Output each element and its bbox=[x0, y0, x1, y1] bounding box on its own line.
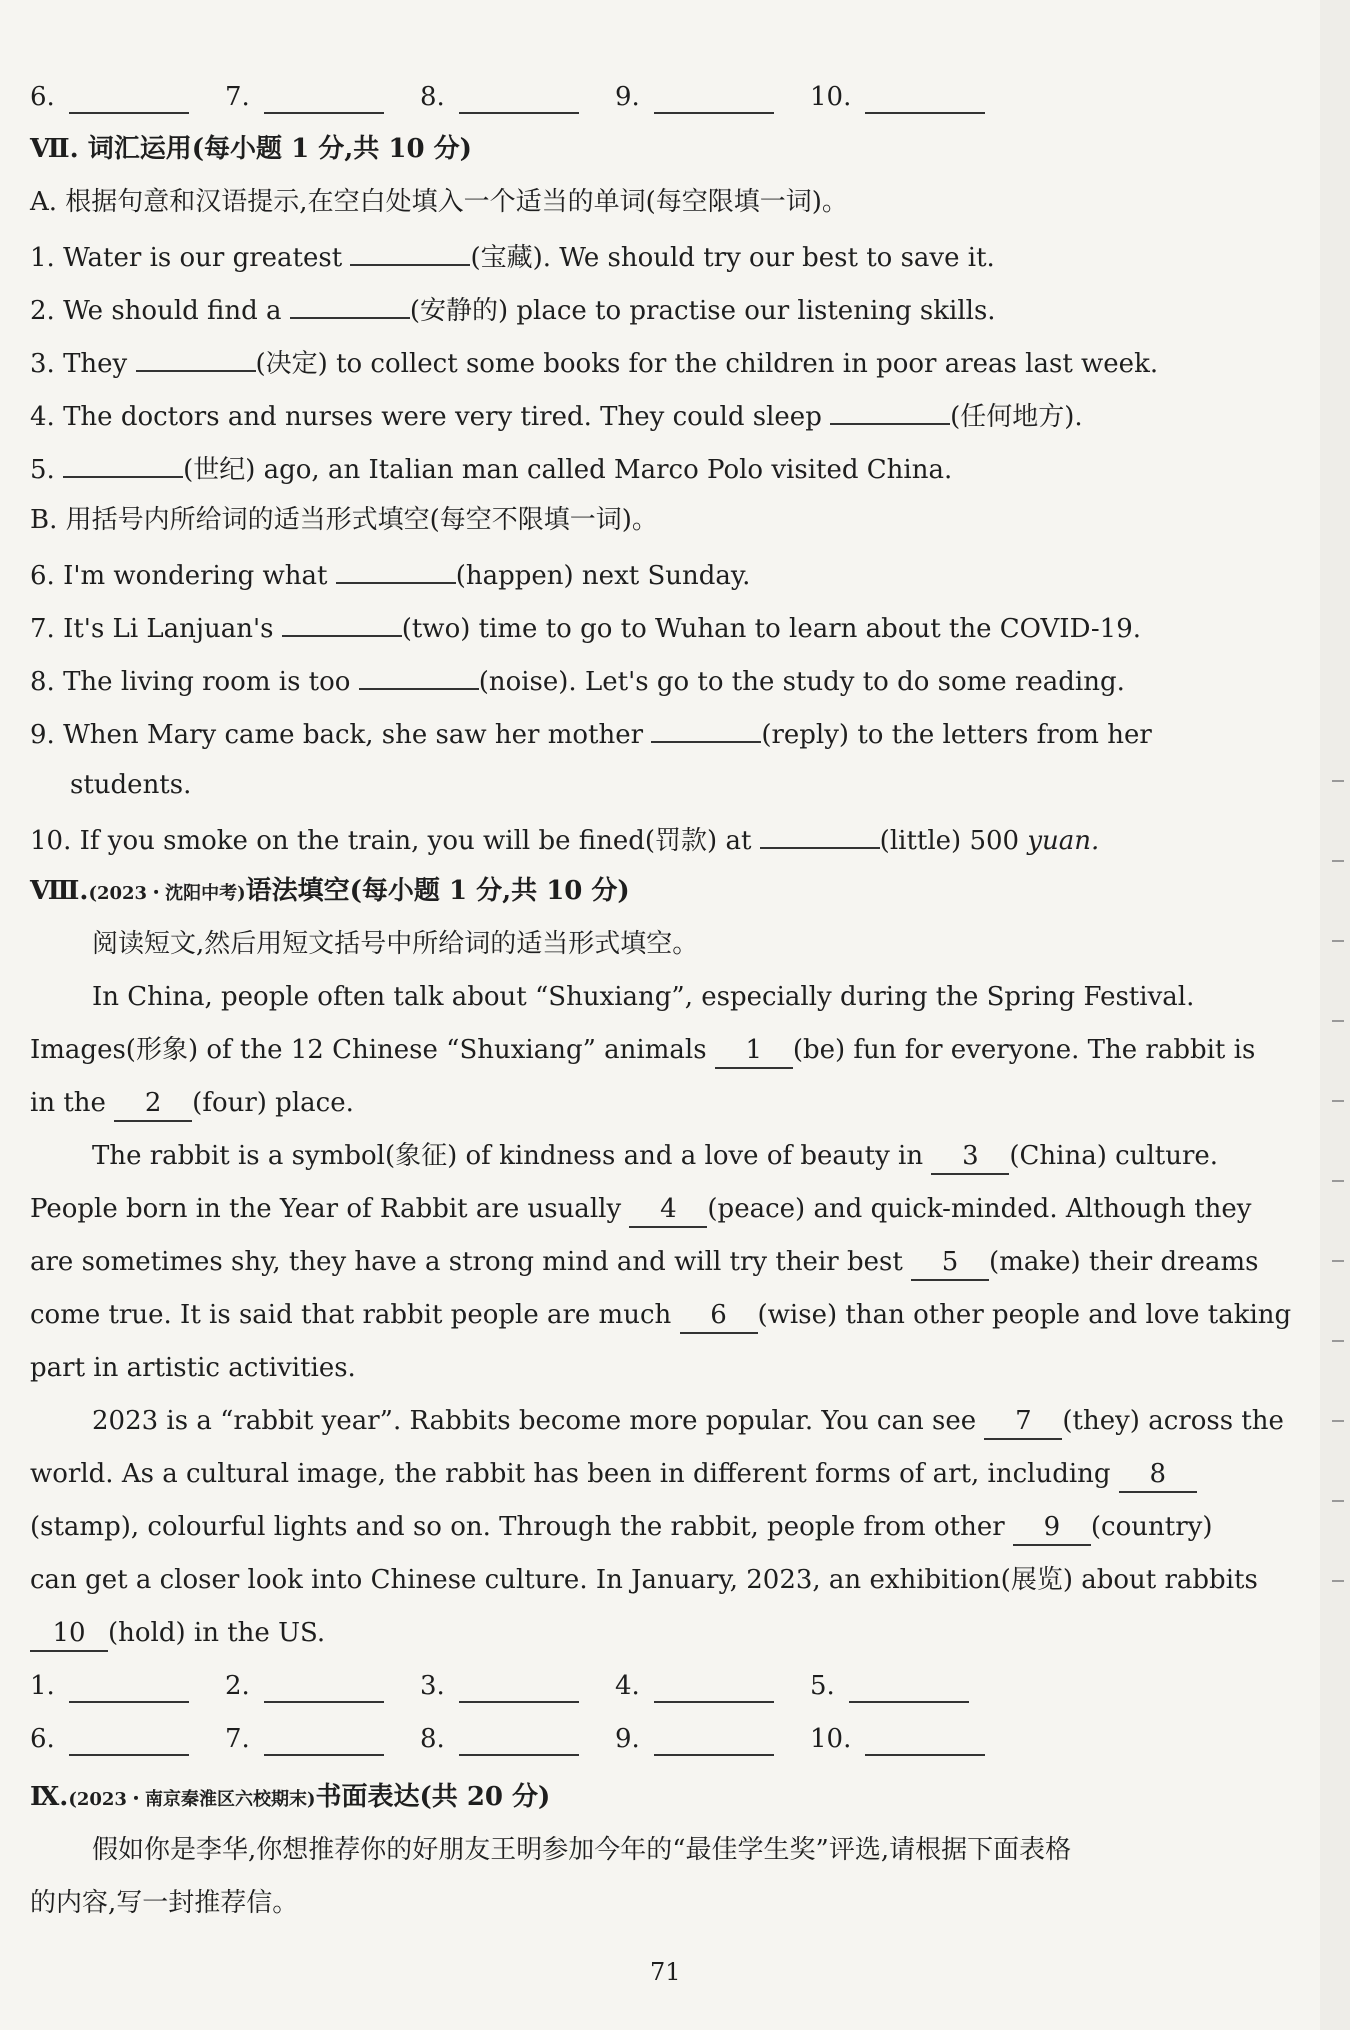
passage-blank[interactable]: 10 bbox=[30, 1616, 108, 1652]
answer-blank[interactable] bbox=[865, 1728, 985, 1756]
passage-text: (country) bbox=[1090, 1512, 1213, 1542]
answer-label: 8. bbox=[420, 1724, 445, 1754]
answer-label: 9. bbox=[615, 1724, 640, 1754]
page-number: 71 bbox=[650, 1958, 681, 1986]
answer-label: 10. bbox=[810, 82, 852, 112]
answer-blank[interactable] bbox=[651, 715, 761, 743]
passage-line bbox=[92, 1139, 1218, 1175]
answer-blank[interactable] bbox=[69, 86, 189, 114]
question-number: 5. bbox=[30, 455, 55, 485]
answer-label: 7. bbox=[225, 1724, 250, 1754]
question-text: (任何地方). bbox=[950, 402, 1083, 432]
vocab-question-6 bbox=[30, 556, 750, 593]
passage-text: come true. It is said that rabbit people are much bbox=[30, 1300, 672, 1330]
answer-label: 8. bbox=[420, 82, 445, 112]
answer-label: 3. bbox=[420, 1671, 445, 1701]
answer-label: 7. bbox=[225, 82, 250, 112]
section-number: Ⅷ. bbox=[30, 876, 89, 906]
vocab-question-2 bbox=[30, 291, 996, 328]
passage-line: can get a closer look into Chinese culture. In January, 2023, an exhibition(展览) about rabbits bbox=[30, 1565, 1258, 1595]
vocab-question-4 bbox=[30, 397, 1083, 434]
section-9-title bbox=[30, 1780, 550, 1817]
answer-blank[interactable] bbox=[459, 86, 579, 114]
passage-text: (China) culture. bbox=[1009, 1141, 1219, 1171]
passage-blank[interactable]: 2 bbox=[114, 1086, 192, 1122]
answer-label: 6. bbox=[30, 82, 55, 112]
question-text: (reply) to the letters from her bbox=[761, 720, 1152, 750]
answer-blank[interactable] bbox=[830, 397, 950, 425]
question-number: 7. bbox=[30, 614, 55, 644]
passage-text: (four) place. bbox=[192, 1088, 354, 1118]
passage-text: (hold) in the US. bbox=[108, 1618, 326, 1648]
passage-line bbox=[92, 1404, 1284, 1440]
passage-blank[interactable]: 8 bbox=[1119, 1457, 1197, 1493]
passage-text: (make) their dreams bbox=[989, 1247, 1259, 1277]
section-7-part-b: B. 用括号内所给词的适当形式填空(每空不限填一词)。 bbox=[30, 505, 658, 535]
passage-text: (be) fun for everyone. The rabbit is bbox=[792, 1035, 1256, 1065]
passage-line bbox=[30, 1086, 354, 1122]
answer-blank[interactable] bbox=[136, 344, 256, 372]
answer-blank[interactable] bbox=[654, 86, 774, 114]
passage-text: 2023 is a “rabbit year”. Rabbits become more popular. You can see bbox=[92, 1406, 977, 1436]
vocab-question-5 bbox=[30, 450, 952, 487]
passage-text: People born in the Year of Rabbit are usually bbox=[30, 1194, 622, 1224]
passage-line: part in artistic activities. bbox=[30, 1353, 356, 1383]
answer-label: 5. bbox=[810, 1671, 835, 1701]
answer-row-b bbox=[30, 1722, 1005, 1756]
answer-blank[interactable] bbox=[760, 821, 880, 849]
vocab-question-9 bbox=[30, 715, 1152, 752]
passage-line bbox=[30, 1033, 1255, 1069]
section-9-text: 的内容,写一封推荐信。 bbox=[30, 1888, 299, 1918]
section-source: (2023・沈阳中考) bbox=[88, 883, 246, 904]
question-text: When Mary came back, she saw her mother bbox=[63, 720, 644, 750]
passage-line bbox=[30, 1192, 1251, 1228]
answer-label: 4. bbox=[615, 1671, 640, 1701]
passage-text: The rabbit is a symbol(象征) of kindness and a love of beauty in bbox=[92, 1141, 924, 1171]
answer-row-a bbox=[30, 1669, 1005, 1703]
passage-blank[interactable]: 6 bbox=[680, 1298, 758, 1334]
answer-blank[interactable] bbox=[359, 662, 479, 690]
question-text: I'm wondering what bbox=[63, 561, 328, 591]
section-number: Ⅸ. bbox=[30, 1782, 69, 1812]
vocab-question-10 bbox=[30, 821, 1099, 858]
answer-blank[interactable] bbox=[69, 1728, 189, 1756]
section-7-title: Ⅶ. 词汇运用(每小题 1 分,共 10 分) bbox=[30, 134, 472, 164]
answer-label: 2. bbox=[225, 1671, 250, 1701]
passage-line bbox=[30, 1245, 1258, 1281]
answer-blank[interactable] bbox=[849, 1675, 969, 1703]
question-number: 10. bbox=[30, 826, 72, 856]
passage-line: In China, people often talk about “Shuxiang”, especially during the Spring Festival. bbox=[92, 982, 1195, 1012]
passage-text: Images(形象) of the 12 Chinese “Shuxiang” animals bbox=[30, 1035, 707, 1065]
passage-text: world. As a cultural image, the rabbit has been in different forms of art, including bbox=[30, 1459, 1111, 1489]
passage-text: are sometimes shy, they have a strong mind and will try their best bbox=[30, 1247, 903, 1277]
answer-blank[interactable] bbox=[865, 86, 985, 114]
question-number: 3. bbox=[30, 349, 55, 379]
question-text: (宝藏). We should try our best to save it. bbox=[470, 243, 995, 273]
question-text: If you smoke on the train, you will be fined(罚款) at bbox=[79, 826, 752, 856]
passage-text: (they) across the bbox=[1062, 1406, 1284, 1436]
passage-line bbox=[30, 1457, 1197, 1493]
question-text: (世纪) ago, an Italian man called Marco Polo visited China. bbox=[183, 455, 953, 485]
answer-label: 10. bbox=[810, 1724, 852, 1754]
section-source: (2023・南京秦淮区六校期末) bbox=[68, 1789, 316, 1810]
section-7-part-a: A. 根据句意和汉语提示,在空白处填入一个适当的单词(每空限填一词)。 bbox=[30, 187, 848, 217]
passage-blank[interactable]: 5 bbox=[911, 1245, 989, 1281]
question-number: 4. bbox=[30, 402, 55, 432]
vocab-question-1 bbox=[30, 238, 995, 275]
passage-blank[interactable]: 7 bbox=[984, 1404, 1062, 1440]
answer-blank[interactable] bbox=[459, 1728, 579, 1756]
question-text: (little) 500 bbox=[879, 826, 1020, 856]
facing-page-edge bbox=[1320, 0, 1350, 2030]
section-9-text: 假如你是李华,你想推荐你的好朋友王明参加今年的“最佳学生奖”评选,请根据下面表格 bbox=[92, 1835, 1072, 1865]
question-number: 2. bbox=[30, 296, 55, 326]
answer-blank[interactable] bbox=[282, 609, 402, 637]
section-title: 书面表达(共 20 分) bbox=[315, 1782, 551, 1812]
answer-label: 6. bbox=[30, 1724, 55, 1754]
answer-blank[interactable] bbox=[264, 86, 384, 114]
passage-line bbox=[30, 1616, 325, 1652]
question-text-italic: yuan. bbox=[1027, 826, 1100, 856]
question-text: They bbox=[63, 349, 128, 379]
question-text: It's Li Lanjuan's bbox=[63, 614, 274, 644]
question-text: The living room is too bbox=[63, 667, 351, 697]
answer-blank[interactable] bbox=[654, 1675, 774, 1703]
vocab-question-9-cont: students. bbox=[70, 770, 192, 800]
question-text: (决定) to collect some books for the children in poor areas last week. bbox=[255, 349, 1159, 379]
answer-blank[interactable] bbox=[336, 556, 456, 584]
question-text: We should find a bbox=[63, 296, 282, 326]
passage-text: (wise) than other people and love taking bbox=[757, 1300, 1292, 1330]
answer-blank[interactable] bbox=[69, 1675, 189, 1703]
question-text: (noise). Let's go to the study to do some reading. bbox=[478, 667, 1125, 697]
section-title: 语法填空(每小题 1 分,共 10 分) bbox=[245, 876, 630, 906]
answer-blank[interactable] bbox=[63, 450, 183, 478]
question-text: Water is our greatest bbox=[63, 243, 343, 273]
passage-blank[interactable]: 3 bbox=[931, 1139, 1009, 1175]
vocab-question-8 bbox=[30, 662, 1125, 699]
passage-text: (peace) and quick-minded. Although they bbox=[707, 1194, 1252, 1224]
passage-text: in the bbox=[30, 1088, 106, 1118]
question-text: (two) time to go to Wuhan to learn about the COVID-19. bbox=[401, 614, 1142, 644]
vocab-question-7 bbox=[30, 609, 1141, 646]
passage-line bbox=[30, 1298, 1291, 1334]
question-number: 6. bbox=[30, 561, 55, 591]
answer-blank[interactable] bbox=[350, 238, 470, 266]
passage-blank[interactable]: 1 bbox=[715, 1033, 793, 1069]
question-number: 9. bbox=[30, 720, 55, 750]
question-number: 1. bbox=[30, 243, 55, 273]
question-text: (安静的) place to practise our listening skills. bbox=[409, 296, 996, 326]
question-text: The doctors and nurses were very tired. They could sleep bbox=[63, 402, 822, 432]
question-number: 8. bbox=[30, 667, 55, 697]
passage-line bbox=[30, 1510, 1212, 1546]
answer-blank[interactable] bbox=[264, 1675, 384, 1703]
answer-row-top bbox=[30, 80, 1005, 114]
answer-blank[interactable] bbox=[290, 291, 410, 319]
section-8-title bbox=[30, 874, 630, 911]
question-text: (happen) next Sunday. bbox=[455, 561, 751, 591]
passage-text: (stamp), colourful lights and so on. Through the rabbit, people from other bbox=[30, 1512, 1005, 1542]
answer-blank[interactable] bbox=[654, 1728, 774, 1756]
passage-blank[interactable]: 4 bbox=[629, 1192, 707, 1228]
answer-label: 9. bbox=[615, 82, 640, 112]
section-8-instruction: 阅读短文,然后用短文括号中所给词的适当形式填空。 bbox=[92, 929, 699, 959]
answer-blank[interactable] bbox=[264, 1728, 384, 1756]
vocab-question-3 bbox=[30, 344, 1158, 381]
answer-label: 1. bbox=[30, 1671, 55, 1701]
answer-blank[interactable] bbox=[459, 1675, 579, 1703]
passage-blank[interactable]: 9 bbox=[1013, 1510, 1091, 1546]
